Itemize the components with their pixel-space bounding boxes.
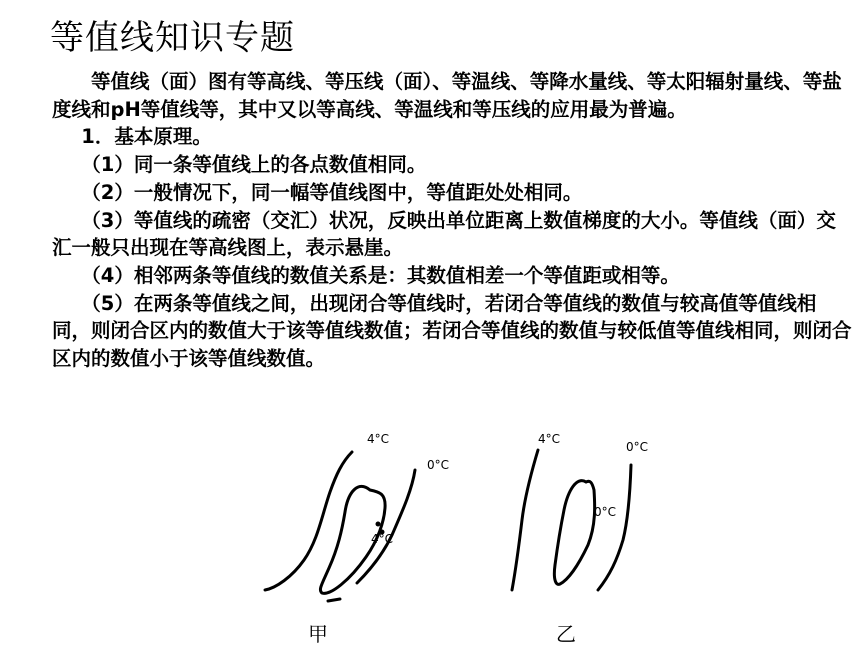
figure-yi-diagram [512, 450, 631, 590]
label-jia-top: 4°C [367, 432, 390, 446]
figure-jia-diagram [265, 452, 415, 601]
isoline-yi-left [512, 450, 538, 590]
caption-jia: 甲 [308, 622, 328, 646]
isoline-yi-closed [554, 481, 594, 585]
dot-jia-1 [376, 522, 381, 527]
label-yi-inner: 0°C [594, 505, 617, 519]
isoline-yi-right [598, 465, 631, 590]
caption-yi: 乙 [556, 622, 576, 646]
principle-4: （4）相邻两条等值线的数值关系是：其数值相差一个等值距或相等。 [81, 263, 680, 287]
intro-paragraph: 等值线（面）图有等高线、等压线（面）、等温线、等降水量线、等太阳辐射量线、等盐度线和pH等值线等，其中又以等高线、等温线和等压线的应用最为普遍。 [52, 70, 842, 121]
isoline-jia-left [265, 452, 352, 590]
principle-2: （2）一般情况下，同一幅等值线图中，等值距处处相同。 [81, 180, 583, 204]
page-title: 等值线知识专题 [50, 18, 295, 58]
label-jia-right: 0°C [427, 458, 450, 472]
label-yi-top: 4°C [538, 432, 561, 446]
label-jia-inner: 4°C [371, 532, 394, 546]
principle-1: （1）同一条等值线上的各点数值相同。 [81, 153, 427, 177]
principle-3: （3）等值线的疏密（交汇）状况，反映出单位距离上数值梯度的大小。等值线（面）交汇一般只出现在等高线图上，表示悬崖。 [52, 208, 836, 260]
isoline-jia-bottom [328, 599, 340, 601]
principle-5: （5）在两条等值线之间，出现闭合等值线时，若闭合等值线的数值与较高值等值线相同，则闭合区内的数值大于该等值线数值；若闭合等值线的数值与较低值等值线相同，则闭合区内的数值小于该等值线数值。 [52, 291, 852, 371]
label-yi-right: 0°C [626, 440, 649, 454]
section-heading: 1．基本原理。 [81, 125, 212, 149]
